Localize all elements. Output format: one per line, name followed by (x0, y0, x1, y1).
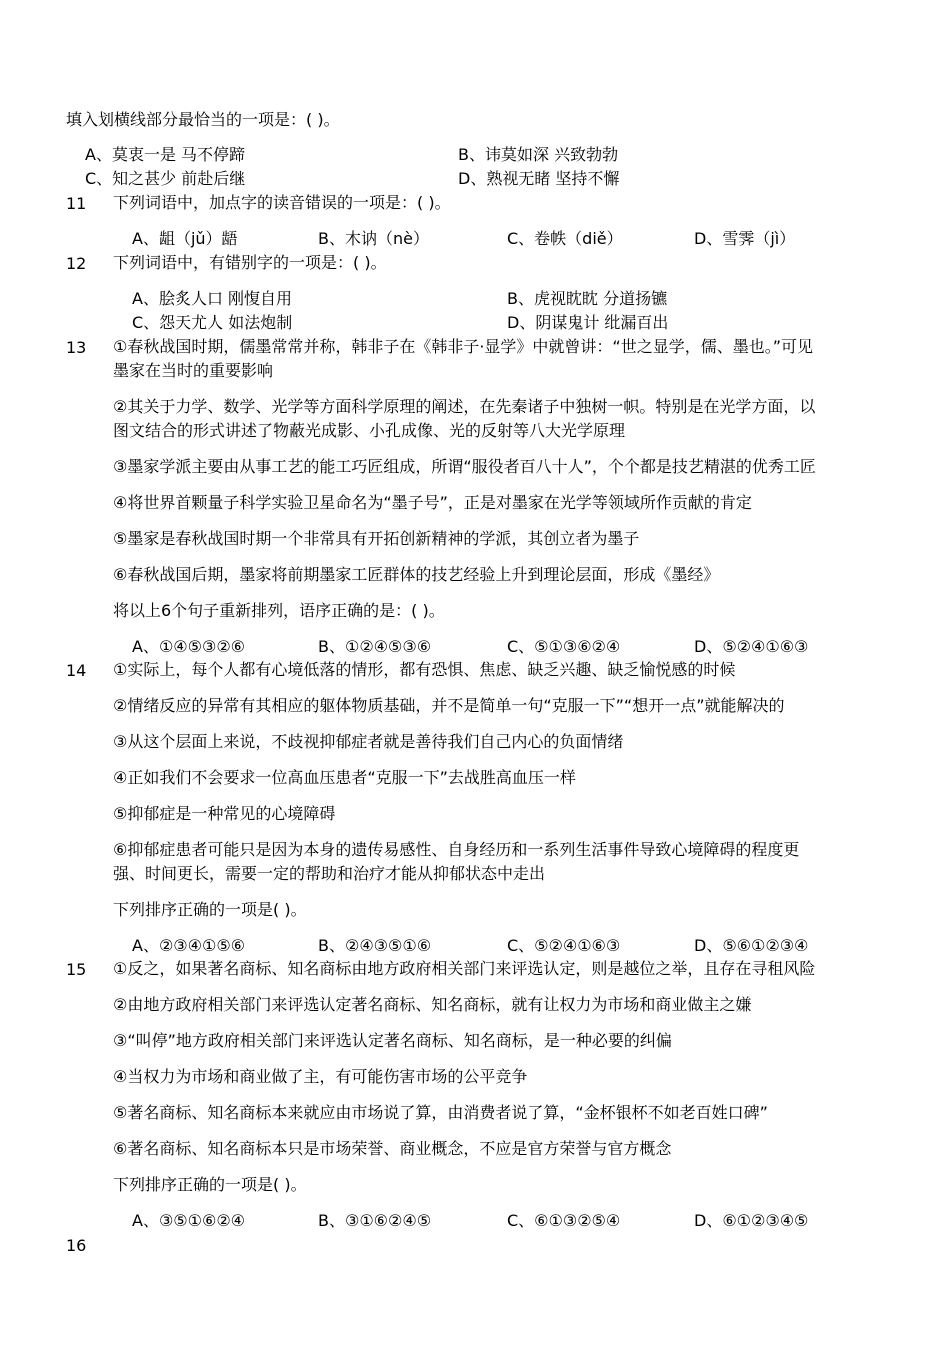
q12-stem: 下列词语中，有错别字的一项是：( )。 (113, 253, 387, 272)
q13-sentence-2-line-1: ②其关于力学、数学、光学等方面科学原理的阐述，在先秦诸子中独树一帜。特别是在光学方面，以 (113, 397, 816, 416)
q13-prompt: 将以上6个句子重新排列，语序正确的是：( )。 (113, 601, 445, 620)
q15-option-b[interactable]: B、③①⑥②④⑤ (318, 1211, 432, 1230)
q12-number: 12 (66, 254, 87, 273)
q15-sentence-5: ⑤著名商标、知名商标本来就应由市场说了算，由消费者说了算，“金杯银杯不如老百姓口碑” (113, 1103, 768, 1122)
q13-sentence-2-line-2: 图文结合的形式讲述了物蔽光成影、小孔成像、光的反射等八大光学原理 (113, 421, 626, 440)
q11-stem: 下列词语中，加点字的读音错误的一项是：( )。 (113, 193, 451, 212)
q14-sentence-6-line-1: ⑥抑郁症患者可能只是因为本身的遗传易感性、自身经历和一系列生活事件导致心境障碍的程度更 (113, 840, 800, 859)
q14-prompt: 下列排序正确的一项是( )。 (113, 900, 307, 919)
q12-option-b[interactable]: B、虎视眈眈 分道扬镳 (507, 289, 668, 308)
q11-option-b[interactable]: B、木讷（nè） (318, 229, 429, 248)
q13-sentence-1-line-2: 墨家在当时的重要影响 (113, 361, 274, 380)
q13-option-c[interactable]: C、⑤①③⑥②④ (507, 637, 621, 656)
q11-option-d[interactable]: D、雪霁（jì） (694, 229, 796, 248)
q15-sentence-4: ④当权力为市场和商业做了主，有可能伤害市场的公平竞争 (113, 1067, 528, 1086)
q13-option-b[interactable]: B、①②④⑤③⑥ (318, 637, 432, 656)
q11-option-a[interactable]: A、龃（jǔ）龉 (132, 229, 238, 248)
q15-option-c[interactable]: C、⑥①③②⑤④ (507, 1211, 621, 1230)
q15-sentence-6: ⑥著名商标、知名商标本只是市场荣誉、商业概念，不应是官方荣誉与官方概念 (113, 1139, 672, 1158)
q16-number: 16 (66, 1236, 87, 1255)
q12-option-a[interactable]: A、脍炙人口 刚愎自用 (132, 289, 293, 308)
q15-option-d[interactable]: D、⑥①②③④⑤ (694, 1211, 809, 1230)
q13-option-a[interactable]: A、①④⑤③②⑥ (132, 637, 246, 656)
q15-sentence-3: ③“叫停”地方政府相关部门来评选认定著名商标、知名商标，是一种必要的纠偏 (113, 1031, 672, 1050)
q10-option-a[interactable]: A、莫衷一是 马不停蹄 (85, 145, 246, 164)
q12-option-d[interactable]: D、阴谋鬼计 纰漏百出 (507, 313, 669, 332)
q10-option-b[interactable]: B、讳莫如深 兴致勃勃 (458, 145, 619, 164)
q13-sentence-1-line-1: ①春秋战国时期，儒墨常常并称，韩非子在《韩非子·显学》中就曾讲：“世之显学，儒、墨也。”可见 (113, 337, 814, 356)
q13-option-d[interactable]: D、⑤②④①⑥③ (694, 637, 809, 656)
q15-option-a[interactable]: A、③⑤①⑥②④ (132, 1211, 246, 1230)
q13-number: 13 (66, 338, 87, 357)
q13-sentence-6: ⑥春秋战国后期，墨家将前期墨家工匠群体的技艺经验上升到理论层面，形成《墨经》 (113, 565, 720, 584)
q14-sentence-3: ③从这个层面上来说，不歧视抑郁症者就是善待我们自己内心的负面情绪 (113, 732, 624, 751)
q10-stem: 填入划横线部分最恰当的一项是：( )。 (66, 110, 340, 129)
q13-sentence-4: ④将世界首颗量子科学实验卫星命名为“墨子号”，正是对墨家在光学等领域所作贡献的肯定 (113, 493, 752, 512)
q11-option-c[interactable]: C、卷帙（diě） (507, 229, 623, 248)
q14-option-a[interactable]: A、②③④①⑤⑥ (132, 936, 246, 955)
q11-number: 11 (66, 194, 87, 213)
q13-sentence-5: ⑤墨家是春秋战国时期一个非常具有开拓创新精神的学派，其创立者为墨子 (113, 529, 640, 548)
q14-number: 14 (66, 661, 87, 680)
q10-option-c[interactable]: C、知之甚少 前赴后继 (85, 169, 246, 188)
q15-prompt: 下列排序正确的一项是( )。 (113, 1175, 307, 1194)
q13-sentence-3: ③墨家学派主要由从事工艺的能工巧匠组成，所谓“服役者百八十人”，个个都是技艺精湛的优秀工匠 (113, 457, 816, 476)
q12-option-c[interactable]: C、怨天尤人 如法炮制 (132, 313, 293, 332)
q14-option-d[interactable]: D、⑤⑥①②③④ (694, 936, 809, 955)
q14-option-b[interactable]: B、②④③⑤①⑥ (318, 936, 432, 955)
q10-option-d[interactable]: D、熟视无睹 坚持不懈 (458, 169, 620, 188)
q14-sentence-1: ①实际上，每个人都有心境低落的情形，都有恐惧、焦虑、缺乏兴趣、缺乏愉悦感的时候 (113, 660, 736, 679)
q15-sentence-2: ②由地方政府相关部门来评选认定著名商标、知名商标，就有让权力为市场和商业做主之嫌 (113, 995, 752, 1014)
q14-sentence-6-line-2: 强、时间更长，需要一定的帮助和治疗才能从抑郁状态中走出 (113, 864, 546, 883)
q15-sentence-1: ①反之，如果著名商标、知名商标由地方政府相关部门来评选认定，则是越位之举，且存在寻租风险 (113, 959, 816, 978)
q15-number: 15 (66, 960, 87, 979)
q14-option-c[interactable]: C、⑤②④①⑥③ (507, 936, 621, 955)
q14-sentence-5: ⑤抑郁症是一种常见的心境障碍 (113, 804, 336, 823)
q14-sentence-4: ④正如我们不会要求一位高血压患者“克服一下”去战胜高血压一样 (113, 768, 576, 787)
q14-sentence-2: ②情绪反应的异常有其相应的躯体物质基础，并不是简单一句“克服一下”“想开一点”就能解决的 (113, 696, 785, 715)
